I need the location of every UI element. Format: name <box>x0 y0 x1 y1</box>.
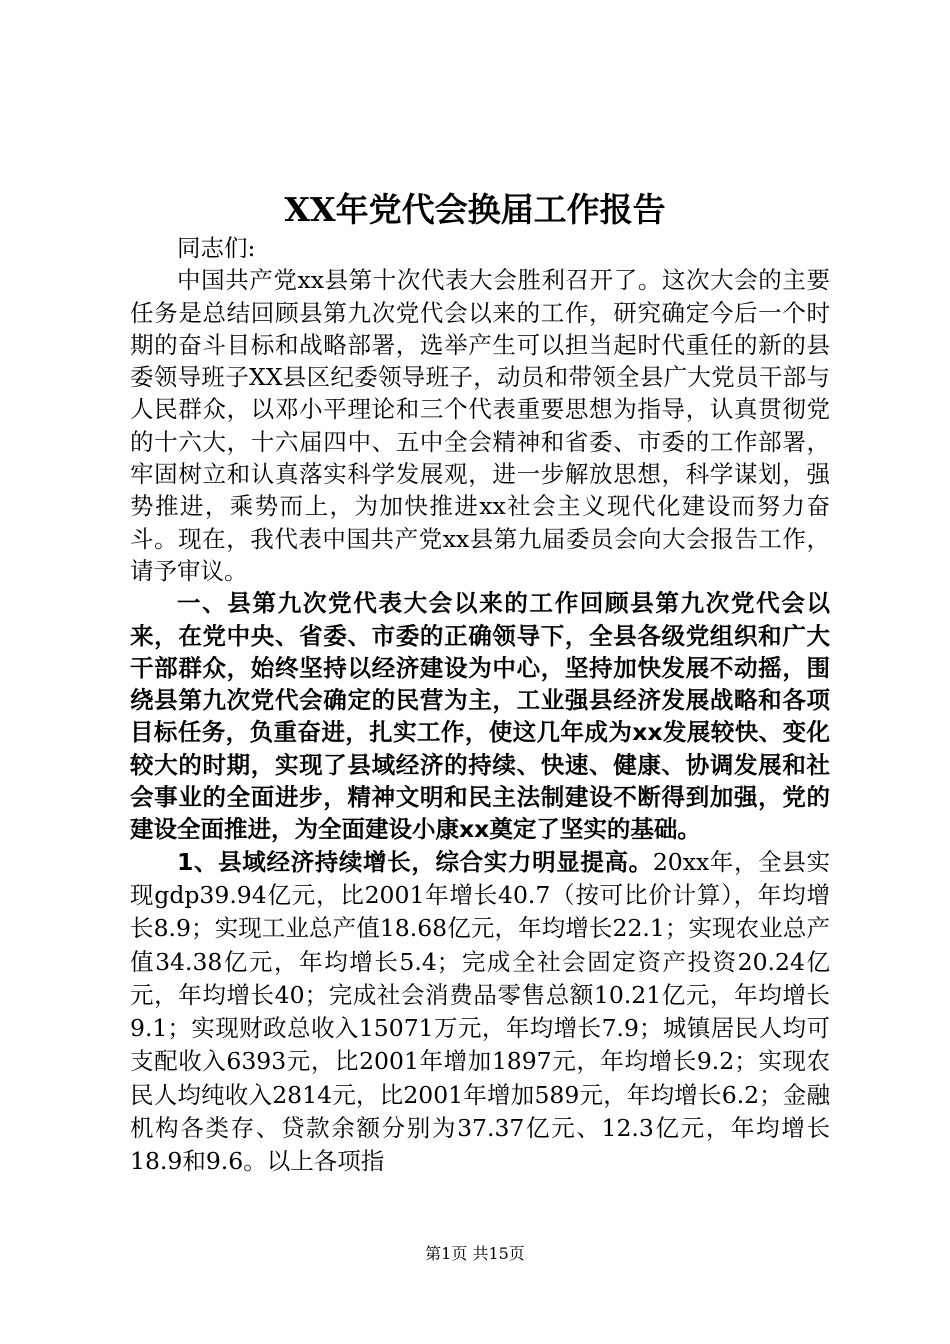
paragraph-section-one: 一、县第九次党代表大会以来的工作回顾县第九次党代会以来，在党中央、省委、市委的正确领导下，全县各级党组织和广大干部群众，始终坚持以经济建设为中心，坚持加快发展不动摇，围绕县第九次党代会确定的民营为主，工业强县经济发展战略和各项目标任务，负重奋进，扎实工作，使这几年成为xx发展较快、变化较大的时期，实现了县域经济的持续、快速、健康、协调发展和社会事业的全面进步，精神文明和民主法制建设不断得到加强，党的建设全面推进，为全面建设小康xx奠定了坚实的基础。 <box>130 589 830 844</box>
subsection-body: 20xx年，全县实现gdp39.94亿元，比2001年增长40.7（按可比价计算），年均增长8.9；实现工业总产值18.68亿元，年均增长22.1；实现农业总产值34.38亿元，年均增长5.4；完成全社会固定资产投资20.24亿元，年均增长40；完成社会消费品零售总额10.21亿元，年均增长9.1；实现财政总收入15071万元，年均增长7.9；城镇居民人均可支配收入6393元，比2001年增加1897元，年均增长9.2；实现农民人均纯收入2814元，比2001年增加589元，年均增长6.2；金融机构各类存、贷款余额分别为37.37亿元、12.3亿元，年均增长18.9和9.6。以上各项指 <box>130 847 830 1176</box>
document-title: XX年党代会换届工作报告 <box>284 190 666 229</box>
salutation: 同志们: <box>177 234 256 262</box>
paragraph-economy <box>130 846 830 1179</box>
document-body <box>130 232 830 1179</box>
paragraph-intro: 中国共产党xx县第十次代表大会胜利召开了。这次大会的主要任务是总结回顾县第九次党代会以来的工作，研究确定今后一个时期的奋斗目标和战略部署，选举产生可以担当起时代重任的新的县委领导班子XX县区纪委领导班子，动员和带领全县广大党员干部与人民群众，以邓小平理论和三个代表重要思想为指导，认真贯彻党的十六大，十六届四中、五中全会精神和省委、市委的工作部署，牢固树立和认真落实科学发展观，进一步解放思想，科学谋划，强势推进，乘势而上，为加快推进xx社会主义现代化建设而努力奋斗。现在，我代表中国共产党xx县第九届委员会向大会报告工作，请予审议。 <box>130 266 830 585</box>
subsection-heading: 1、县域经济持续增长，综合实力明显提高。 <box>177 847 653 876</box>
page-footer: 第1页 共15页 <box>425 1244 525 1263</box>
